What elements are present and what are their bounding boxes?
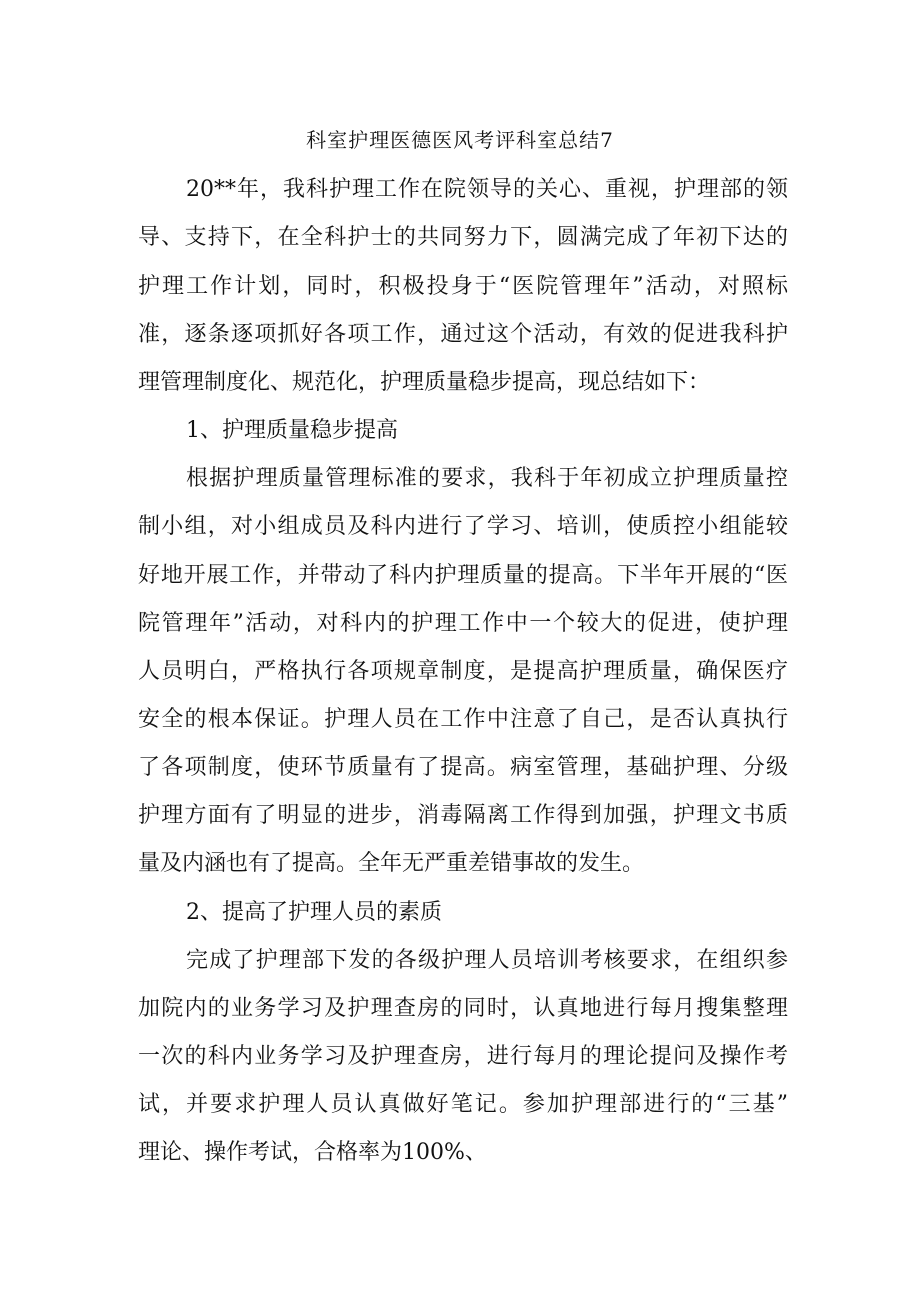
section-1-line-3: 好地开展工作，并带动了科内护理质量的提高。下半年开展的“医: [138, 563, 788, 588]
intro-line-3: 护理工作计划，同时，积极投身于“医院管理年”活动，对照标: [138, 274, 788, 299]
section-2-line-1: 完成了护理部下发的各级护理人员培训考核要求，在组织参: [186, 948, 788, 973]
section-1-line-6: 安全的根本保证。护理人员在工作中注意了自己，是否认真执行: [138, 707, 788, 732]
section-2-line-2: 加院内的业务学习及护理查房的同时，认真地进行每月搜集整理: [138, 996, 788, 1021]
section-1-line-2: 制小组，对小组成员及科内进行了学习、培训，使质控小组能较: [138, 514, 788, 539]
section-1-line-4: 院管理年”活动，对科内的护理工作中一个较大的促进，使护理: [138, 611, 788, 636]
intro-line-4: 准，逐条逐项抓好各项工作，通过这个活动，有效的促进我科护: [138, 322, 788, 347]
intro-line-2: 导、支持下，在全科护士的共同努力下，圆满完成了年初下达的: [138, 225, 788, 250]
intro-line-1: 20**年，我科护理工作在院领导的关心、重视，护理部的领: [186, 177, 788, 202]
section-1-line-8: 护理方面有了明显的进步，消毒隔离工作得到加强，护理文书质: [138, 803, 788, 828]
section-1-line-1: 根据护理质量管理标准的要求，我科于年初成立护理质量控: [186, 466, 788, 491]
intro-line-5: 理管理制度化、规范化，护理质量稳步提高，现总结如下：: [138, 370, 711, 395]
section-2-line-5: 理论、操作考试，合格率为100%、: [138, 1140, 487, 1165]
section-1-line-7: 了各项制度，使环节质量有了提高。病室管理，基础护理、分级: [138, 755, 788, 780]
section-1-line-9: 量及内涵也有了提高。全年无严重差错事故的发生。: [138, 851, 645, 876]
section-1-heading: 1、护理质量稳步提高: [186, 418, 398, 443]
section-1-line-5: 人员明白，严格执行各项规章制度，是提高护理质量，确保医疗: [138, 659, 788, 684]
document-title: 科室护理医德医风考评科室总结7: [306, 128, 614, 152]
section-2-heading: 2、提高了护理人员的素质: [186, 900, 442, 925]
section-2-line-4: 试，并要求护理人员认真做好笔记。参加护理部进行的“三基”: [138, 1092, 788, 1117]
section-2-line-3: 一次的科内业务学习及护理查房，进行每月的理论提问及操作考: [138, 1044, 788, 1069]
